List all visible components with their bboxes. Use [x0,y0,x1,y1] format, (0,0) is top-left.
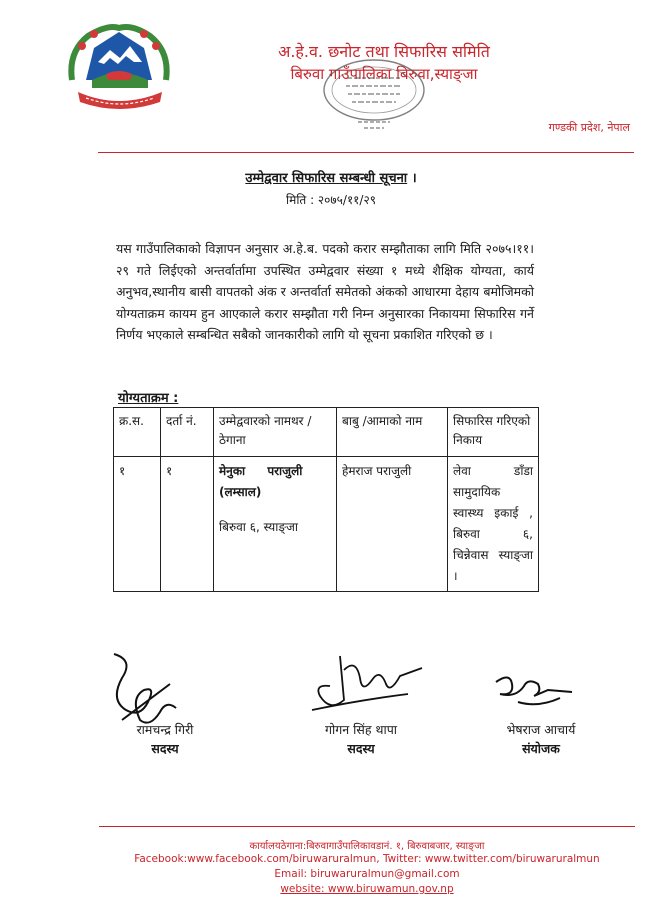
candidate-table [113,407,539,592]
notice-title-text: उम्मेद्ववार सिफारिस सम्बन्धी सूचना [245,171,408,186]
footer-website-link[interactable]: website: www.biruwamun.gov.np [280,883,454,895]
cell-reg-no: १ [161,457,214,592]
municipality-name: बिरुवा गाउँपालिका बिरुवा,स्याङ्जा [290,65,478,83]
cell-candidate [214,457,337,592]
table-row [114,457,539,592]
signatory-name-2: गोगन सिंह थापा [324,722,398,737]
col-header-sn: क्र.स. [114,408,161,457]
notice-title [200,168,462,186]
province-label: गण्डकी प्रदेश, नेपाल [548,121,630,134]
signatory-role-3: संयोजक [522,741,560,756]
recommended-office: लेवा डाँडा सामुदायिक स्वास्थ्य इकाई , बिरुवा ६, चिन्नेवास स्याङ्जा । [453,464,533,583]
office-stamp [318,52,430,134]
cell-sn: १ [114,457,161,592]
cell-office [448,457,539,592]
table-header-row [114,408,539,457]
signatory-name-3: भेषराज आचार्य [506,722,576,737]
col-header-reg-no: दर्ता नं. [161,408,214,457]
notice-body: यस गाउँपालिकाको विज्ञापन अनुसार अ.हे.ब. पदको करार सम्झौताका लागि मिति २०७५।११।२९ गते लिईएको अन्तर्वार्तामा उपस्थित उम्मेद्ववार संख्या १ मध्ये शैक्षिक योग्यता, कार्य अनुभव,स्थानीय बासी वापतको अंक र अन्तर्वार्ता समेतको अंकको आधारमा देहाय बमोजिमको योग्यताक्रम कायम हुन आएकाले करार सम्झौता गरी निम्न अनुसारका निकायमा सिफारिस गर्ने निर्णय भएकाले सम्बन्धित सबैको जानकारीको लागि यो सूचना प्रकाशित गरिएको छ । [116,241,534,342]
footer-address: कार्यालयठेगाना:बिरुवागाउँपालिकावडानं. १, बिरुवाबजार, स्याङ्जा [249,841,485,852]
signatory-role-2: सदस्य [347,741,375,756]
candidate-address: बिरुवा ६, स्याङ्जा [219,520,298,534]
signature-3 [488,668,578,722]
footer-divider [99,826,635,827]
col-header-candidate: उम्मेद्ववारको नामथर / ठेगाना [214,408,337,457]
signature-2 [300,650,430,724]
candidate-name-alt: (लम्साल) [219,485,262,499]
col-header-office: सिफारिस गरिएको निकाय [448,408,539,457]
footer-email[interactable]: Email: biruwaruralmun@gmail.com [274,868,460,880]
signatory-name-1: रामचन्द्र गिरी [136,722,194,737]
notice-title-suffix: । [411,171,417,186]
merit-list-label: योग्यताक्रम : [118,391,179,406]
col-header-parent: बाबु /आमाको नाम [337,408,448,457]
footer-social-links[interactable]: Facebook:www.facebook.com/biruwaruralmun, Twitter: www.twitter.com/biruwaruralmun [134,853,600,865]
signatory-role-1: सदस्य [151,741,179,756]
candidate-name: मेनुका पराजुली [219,464,303,478]
header-divider [98,152,634,153]
nepal-emblem-logo [64,18,174,118]
cell-parent: हेमराज पराजुली [337,457,448,592]
committee-title: अ.हे.व. छनोट तथा सिफारिस समिति [278,42,490,61]
notice-date: मिति : २०७५/११/२९ [286,193,376,207]
